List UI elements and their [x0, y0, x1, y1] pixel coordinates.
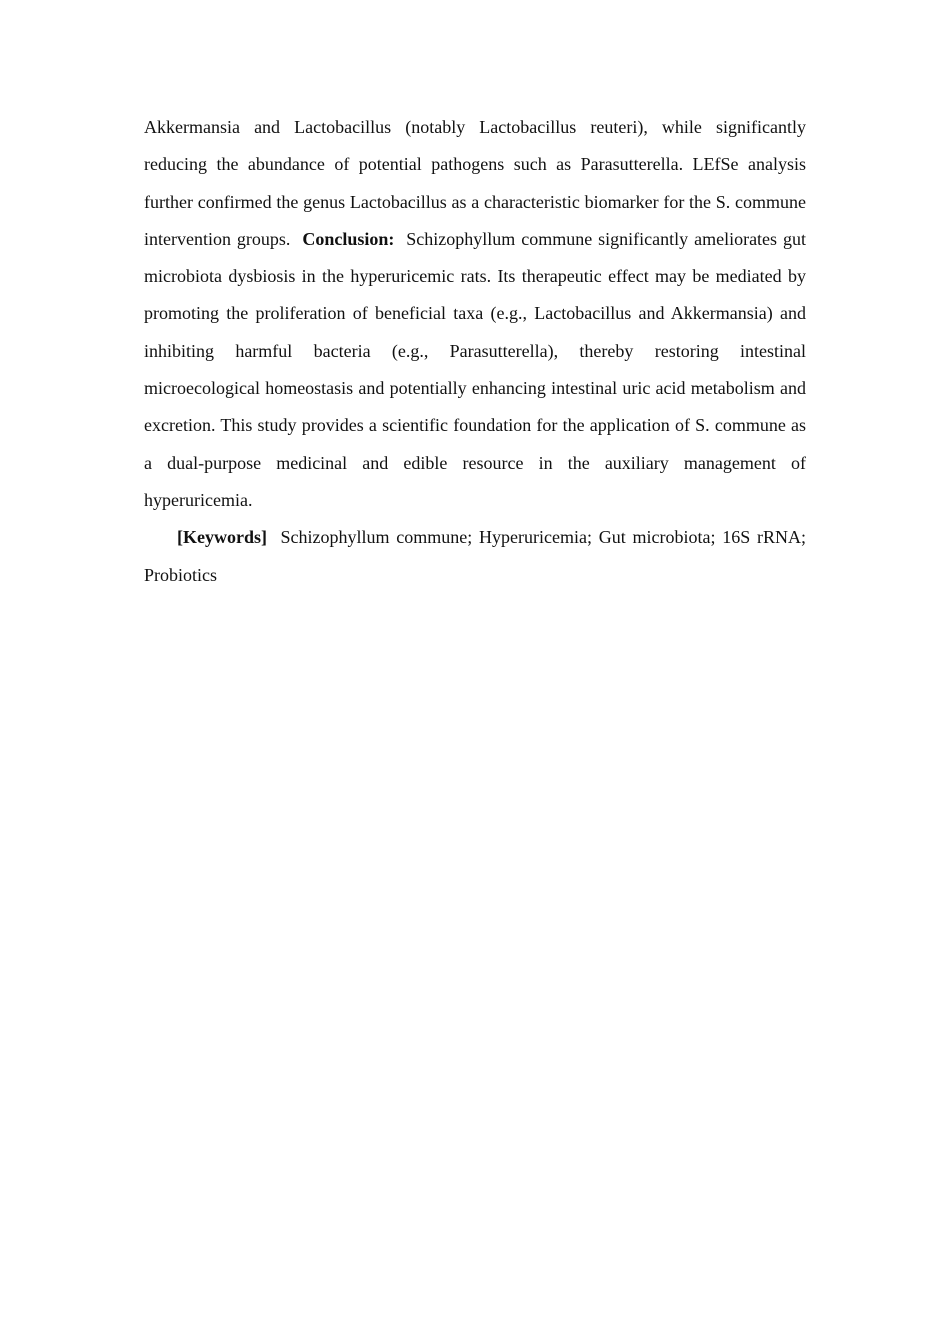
- conclusion-text: Schizophyllum commune significantly ameliorates gut microbiota dysbiosis in the hyperuricemic rats. Its therapeutic effect may be mediated by promoting the proliferation of beneficial taxa (e.g., Lactobacillus and Akkermansia) and inhibiting harmful bacteria (e.g., Parasutterella), thereby restoring intestinal microecological homeostasis and potentially enhancing intestinal uric acid metabolism and excretion. This study provides a scientific foundation for the application of S. commune as a dual-purpose medicinal and edible resource in the auxiliary management of hyperuricemia.: [144, 228, 807, 510]
- conclusion-label: Conclusion:: [302, 228, 395, 249]
- abstract-body: [144, 109, 806, 594]
- keywords-text: Schizophyllum commune; Hyperuricemia; Gut microbiota; 16S rRNA; Probiotics: [144, 527, 806, 585]
- keywords-paragraph: [144, 519, 806, 594]
- keywords-label: [Keywords]: [177, 527, 267, 548]
- abstract-paragraph: [144, 109, 806, 519]
- abstract-results-text: Akkermansia and Lactobacillus (notably Lactobacillus reuteri), while significantly reducing the abundance of potential pathogens such as Parasutterella. LEfSe analysis further confirmed the genus Lactobacillus as a characteristic biomarker for the S. commune intervention groups.: [144, 117, 806, 249]
